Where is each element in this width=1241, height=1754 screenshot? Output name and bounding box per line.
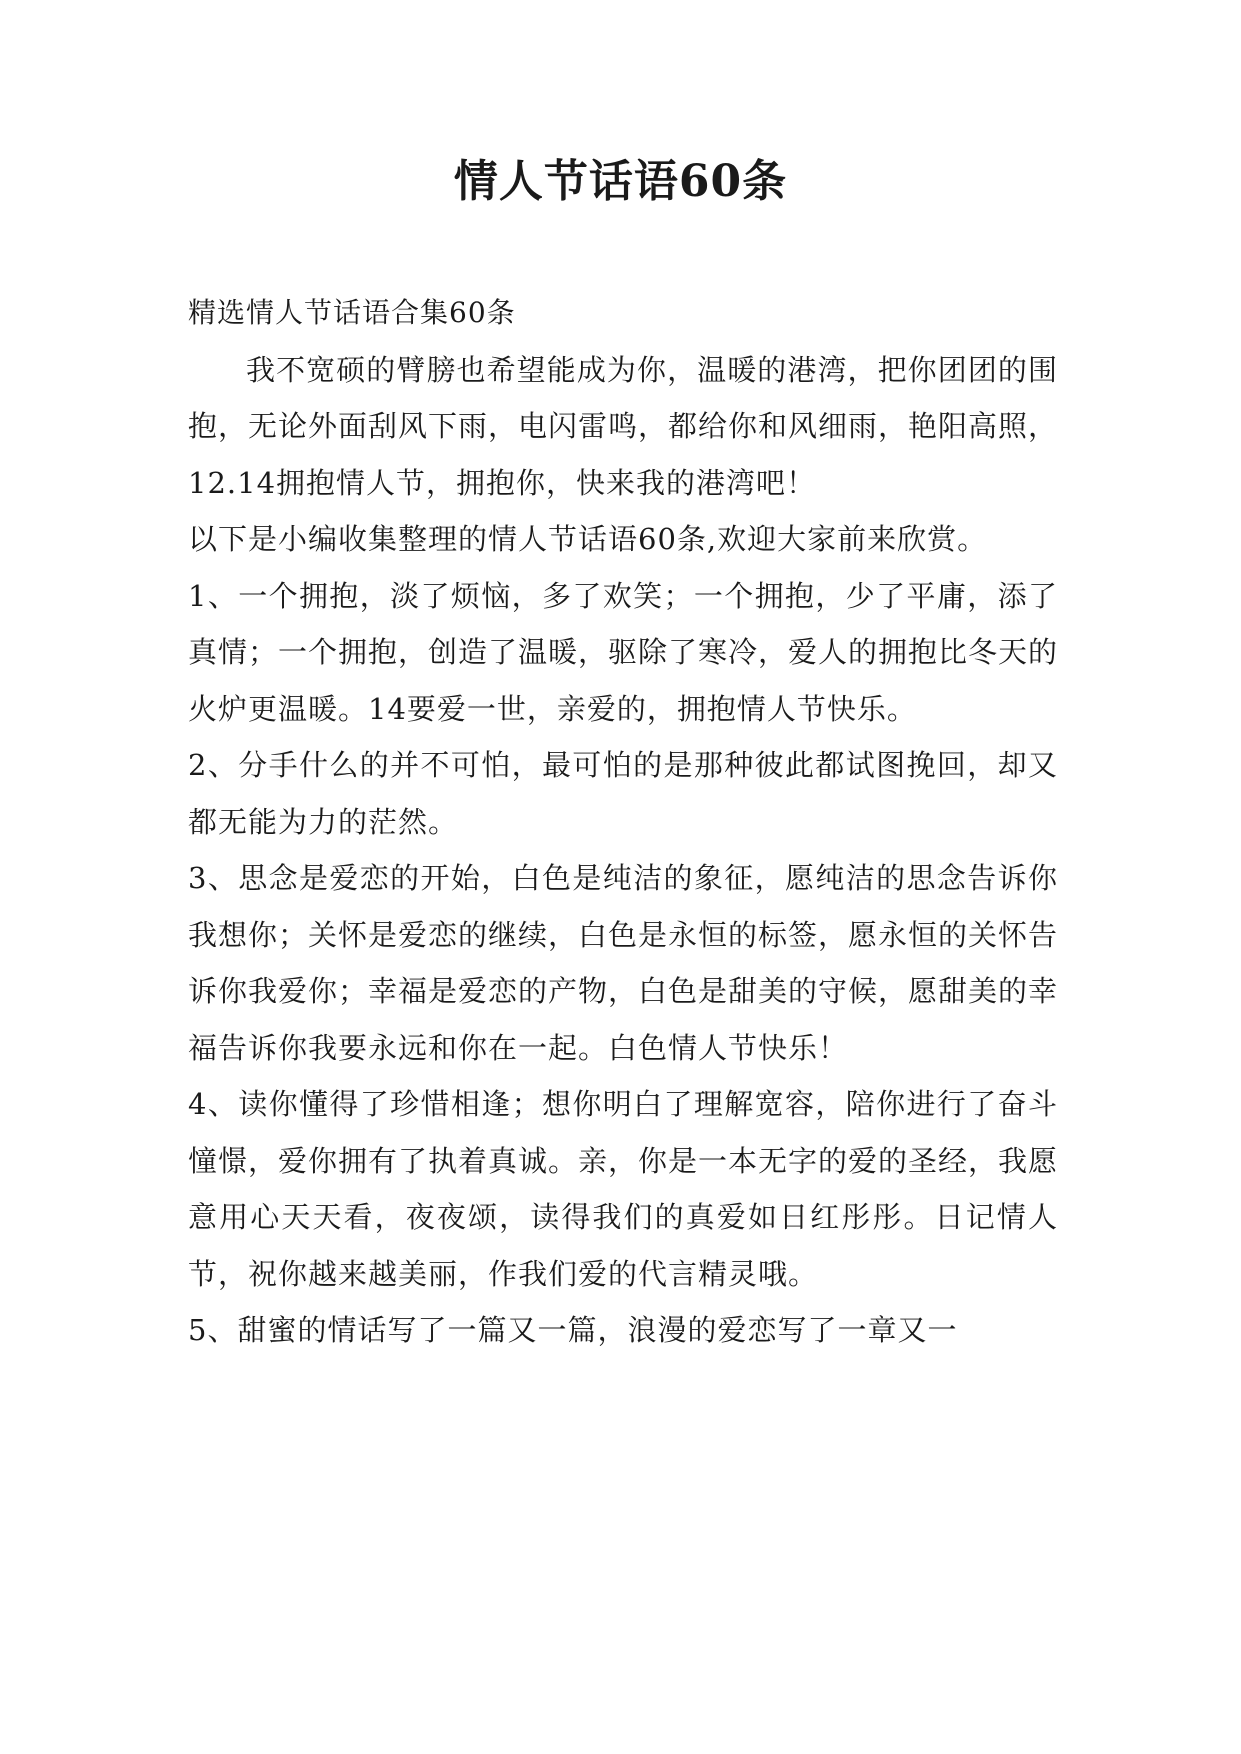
- lead-paragraph: 以下是小编收集整理的情人节话语60条,欢迎大家前来欣赏。: [188, 522, 988, 556]
- list-item: 4、读你懂得了珍惜相逢；想你明白了理解宽容，陪你进行了奋斗憧憬，爱你拥有了执着真诚。亲，你是一本无字的爱的圣经，我愿意用心天天看，夜夜颂，读得我们的真爱如日红彤彤。日记情人节，祝你越来越美丽，作我们爱的代言精灵哦。: [188, 1087, 1059, 1291]
- document-body: [188, 285, 1058, 1359]
- page-title: 情人节话语60条: [453, 156, 788, 207]
- list-item: 1、一个拥抱，淡了烦恼，多了欢笑；一个拥抱，少了平庸，添了真情；一个拥抱，创造了温暖，驱除了寒冷，爱人的拥抱比冬天的火炉更温暖。14要爱一世，亲爱的，拥抱情人节快乐。: [188, 578, 1059, 726]
- list-item: 5、甜蜜的情话写了一篇又一篇，浪漫的爱恋写了一章又一: [188, 1313, 958, 1347]
- intro-paragraph: 我不宽硕的臂膀也希望能成为你，温暖的港湾，把你团团的围抱，无论外面刮风下雨，电闪雷鸣，都给你和风细雨，艳阳高照，12.14拥抱情人节，拥抱你，快来我的港湾吧！: [188, 352, 1059, 500]
- list-item: 3、思念是爱恋的开始，白色是纯洁的象征，愿纯洁的思念告诉你我想你；关怀是爱恋的继续，白色是永恒的标签，愿永恒的关怀告诉你我爱你；幸福是爱恋的产物，白色是甜美的守候，愿甜美的幸福告诉你我要永远和你在一起。白色情人节快乐！: [188, 861, 1059, 1065]
- document-subtitle: 精选情人节话语合集60条: [188, 296, 516, 329]
- list-item: 2、分手什么的并不可怕，最可怕的是那种彼此都试图挽回，却又都无能为力的茫然。: [188, 748, 1058, 839]
